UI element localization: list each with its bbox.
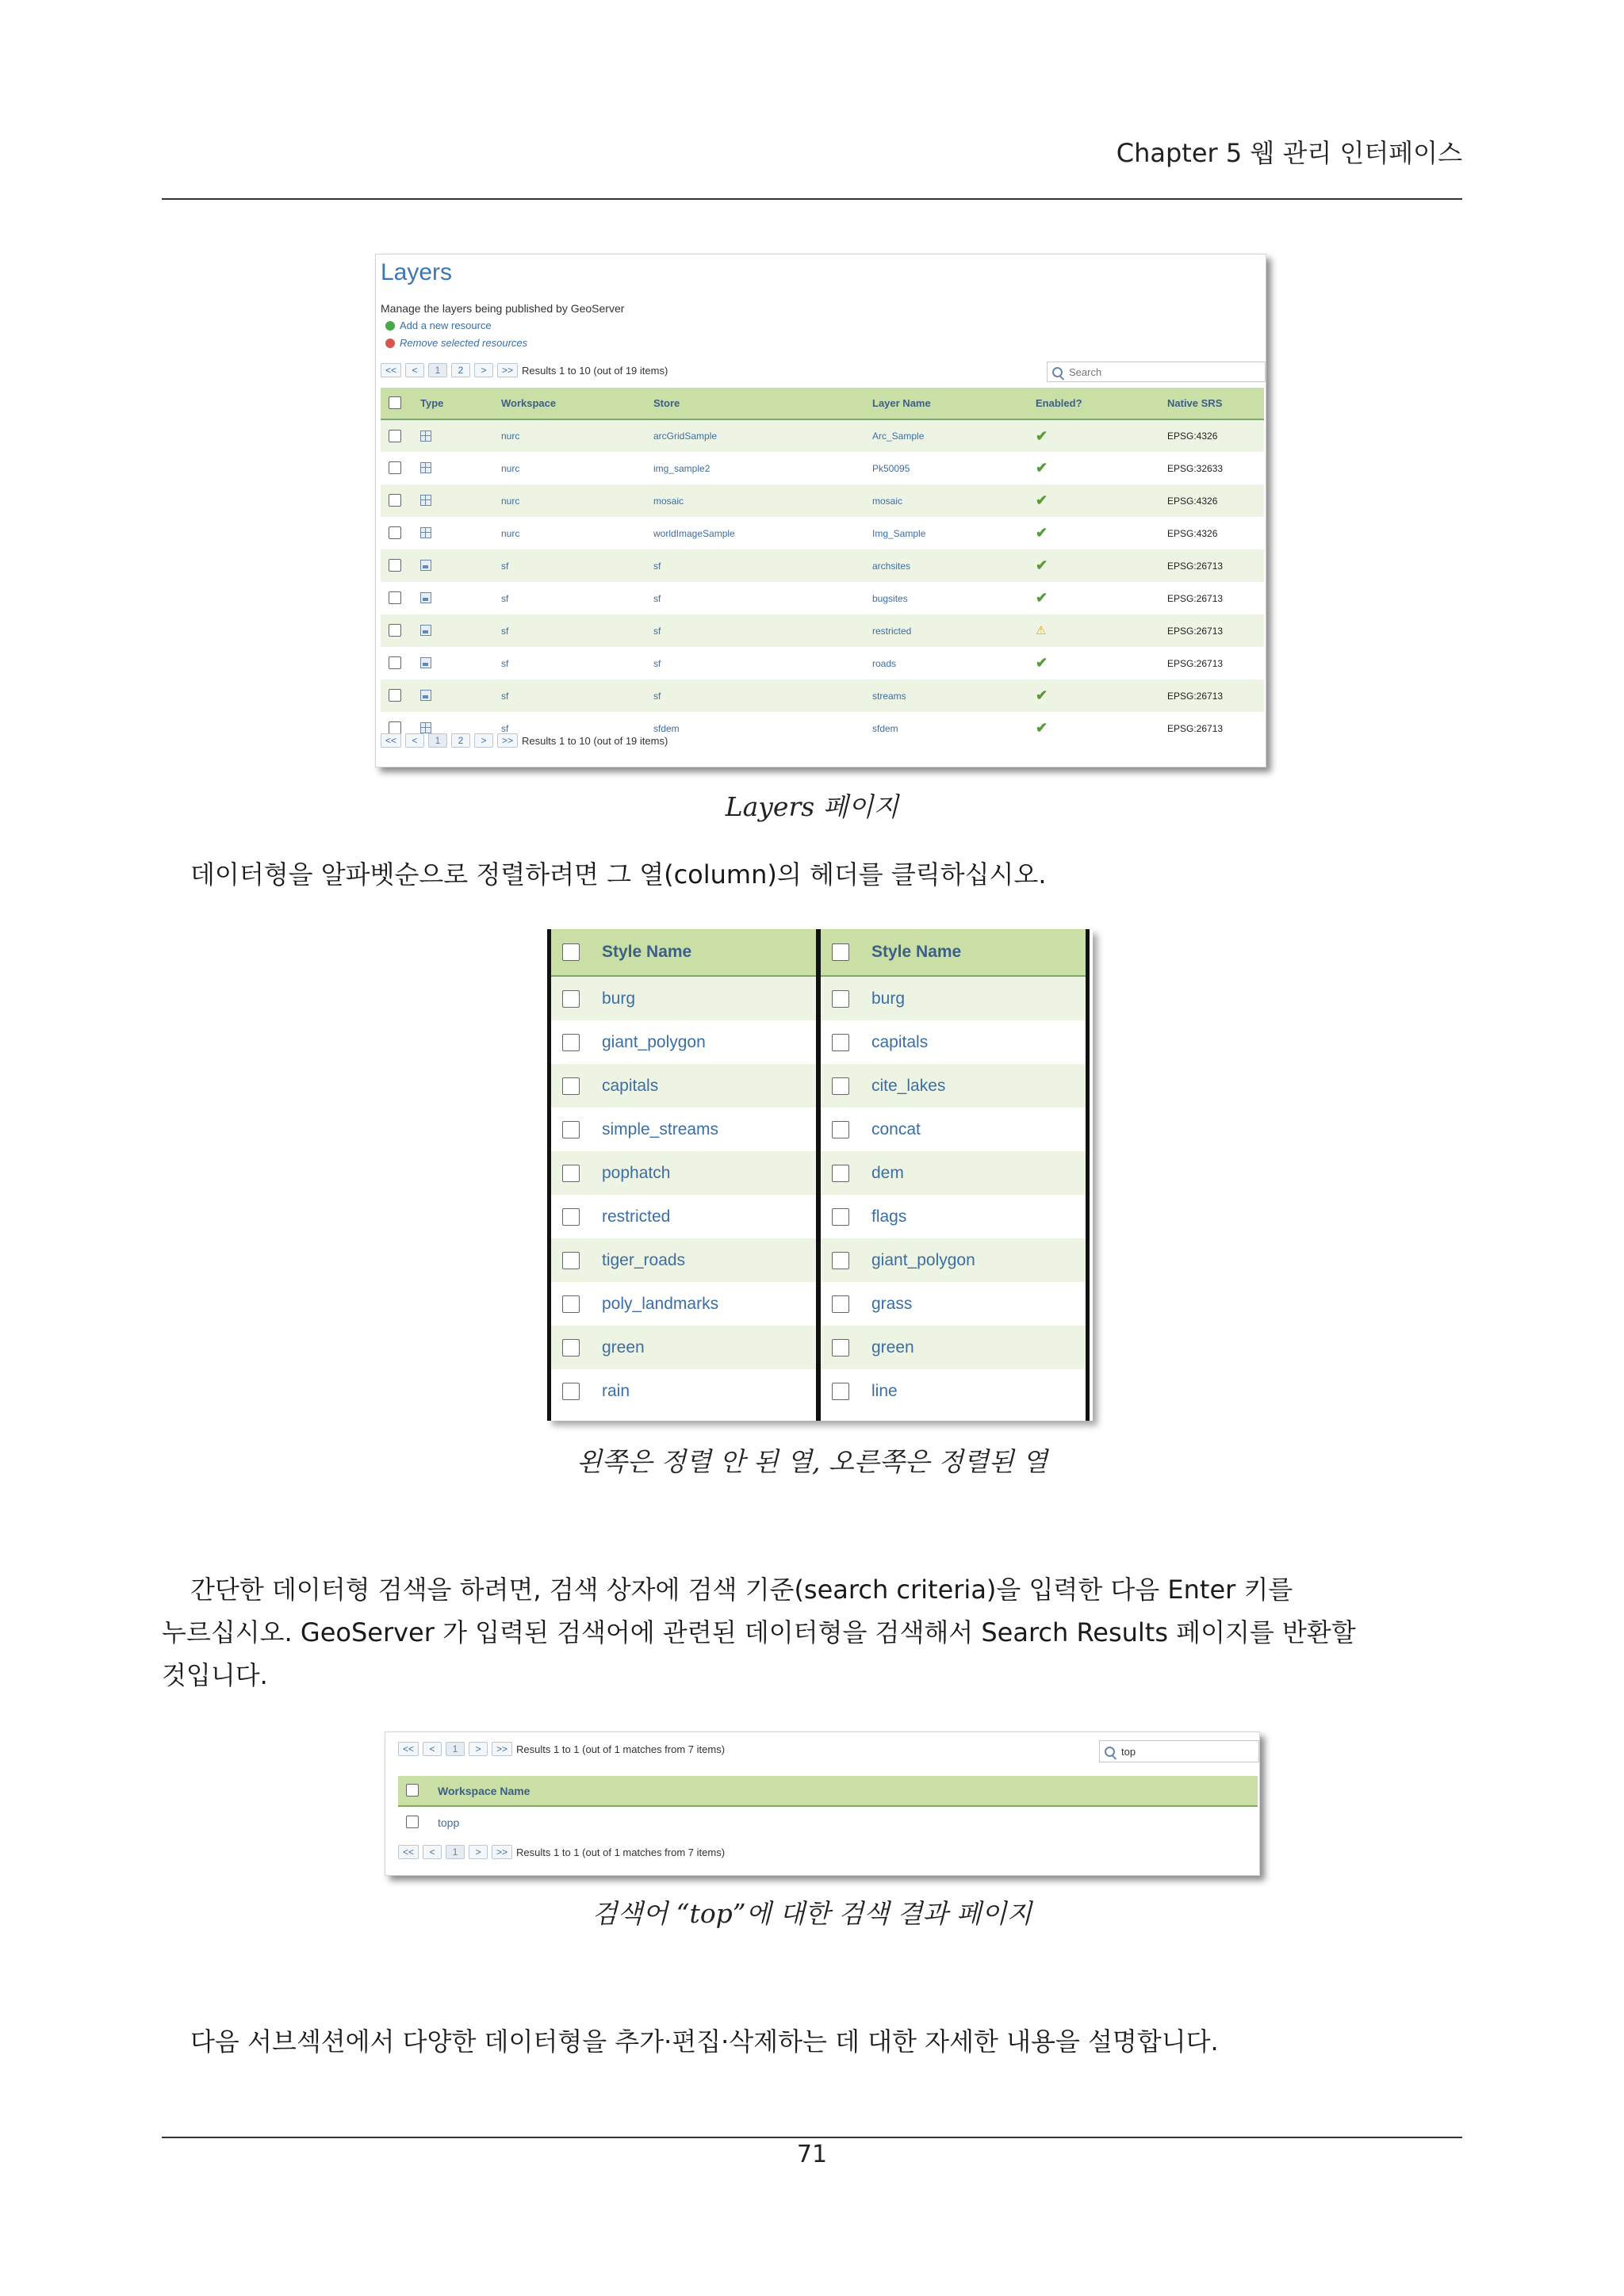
enabled-check-icon: ✔ [1036,492,1048,508]
row-checkbox[interactable] [562,1252,580,1269]
search-icon [1105,1747,1115,1757]
results-summary: Results 1 to 1 (out of 1 matches from 7 items) [516,1846,726,1858]
column-header-layer-name[interactable]: Layer Name [871,388,1035,419]
native-srs: EPSG:26713 [1166,679,1264,712]
table-row [381,484,1264,517]
table-row [381,582,1264,614]
style-name-link[interactable]: dem [871,1151,1086,1195]
table-row [551,1020,816,1064]
table-row [551,1108,816,1151]
layers-table [381,388,1264,744]
table-row [821,1369,1086,1413]
style-name-link[interactable]: flags [871,1207,907,1226]
next-page-button[interactable]: > [474,733,493,748]
search-input[interactable] [1120,1745,1258,1758]
table-row [381,549,1264,582]
style-name-link[interactable]: burg [871,976,1086,1020]
row-checkbox[interactable] [832,1252,849,1269]
layers-table-wrap [381,388,1264,744]
vector-layer-icon [420,690,431,701]
row-checkbox[interactable] [832,1383,849,1400]
workspace-link[interactable]: sf [500,679,653,712]
search-input[interactable] [1067,365,1265,379]
caption-layers: Layers 페이지 [725,791,899,822]
column-header-enabled[interactable]: Enabled? [1035,388,1166,419]
table-row [551,1195,816,1238]
workspace-link[interactable]: topp [438,1816,460,1829]
raster-layer-icon [420,722,431,733]
enabled-check-icon: ✔ [1036,687,1048,703]
layers-title: Layers [381,259,453,285]
row-checkbox[interactable] [562,1295,580,1313]
style-name-link[interactable]: rain [602,1381,630,1400]
store-link[interactable]: sf [653,549,871,582]
remove-icon [385,339,395,348]
workspace-link[interactable]: sf [501,592,509,604]
results-summary: Results 1 to 10 (out of 19 items) [522,734,668,747]
style-name-link[interactable]: poly_landmarks [602,1294,719,1313]
row-checkbox[interactable] [832,1339,849,1357]
enabled-check-icon: ✔ [1036,557,1048,573]
row-checkbox[interactable] [562,1208,580,1226]
layer-name-link[interactable]: roads [872,657,897,669]
next-page-button[interactable]: > [474,363,493,377]
workspace-link[interactable]: nurc [501,527,520,539]
row-checkbox[interactable] [832,1165,849,1182]
enabled-check-icon: ✔ [1036,460,1048,476]
select-all-checkbox[interactable] [406,1784,419,1797]
workspace-link[interactable]: sf [500,614,653,647]
sorted-style-column [817,929,1090,1421]
workspace-table-wrap [398,1776,1258,1838]
search-icon [1052,367,1063,377]
table-row [551,1238,816,1282]
row-checkbox[interactable] [389,591,401,604]
row-checkbox[interactable] [562,1121,580,1138]
style-name-link[interactable]: giant_polygon [871,1238,1086,1282]
enabled-check-icon: ✔ [1036,720,1048,736]
raster-layer-icon [420,495,431,506]
header-rule [162,198,1462,200]
store-link[interactable]: sf [653,592,661,604]
row-checkbox[interactable] [832,990,849,1008]
raster-layer-icon [420,462,431,473]
page-number: 71 [796,2141,828,2168]
layer-name-link[interactable]: restricted [871,614,1035,647]
search-box[interactable] [1047,362,1266,382]
store-link[interactable]: arcGridSample [653,419,871,452]
style-name-link[interactable]: simple_streams [602,1119,719,1138]
last-page-button[interactable]: >> [497,363,518,377]
page-2-button[interactable]: 2 [451,363,470,377]
next-page-button[interactable]: > [469,1742,488,1756]
table-row [381,419,1264,452]
row-checkbox[interactable] [832,1121,849,1138]
vector-layer-icon [420,592,431,603]
workspace-link[interactable]: nurc [501,462,520,474]
table-row [821,1064,1086,1108]
store-link[interactable]: img_sample2 [653,462,710,474]
page-1-button[interactable]: 1 [446,1742,465,1756]
store-link[interactable]: worldImageSample [653,527,735,539]
first-page-button[interactable]: << [398,1742,419,1756]
remove-resources-link[interactable]: Remove selected resources [385,337,527,349]
style-name-link[interactable]: tiger_roads [601,1238,816,1282]
style-name-link[interactable]: green [601,1326,816,1369]
row-checkbox[interactable] [832,1295,849,1313]
page-1-button[interactable]: 1 [428,363,447,377]
table-row [821,1326,1086,1369]
native-srs: EPSG:26713 [1167,592,1224,604]
results-summary: Results 1 to 10 (out of 19 items) [522,364,668,377]
table-row [398,1806,1258,1838]
native-srs: EPSG:4326 [1166,484,1264,517]
store-link[interactable]: sf [653,657,661,669]
pager-bottom [381,733,668,748]
prev-page-button[interactable]: < [423,1742,442,1756]
row-checkbox[interactable] [832,1034,849,1051]
row-checkbox[interactable] [832,1077,849,1095]
table-row [821,1020,1086,1064]
chapter-header: Chapter 5 웹 관리 인터페이스 [1116,138,1462,168]
paragraph-sort: 데이터형을 알파벳순으로 정렬하려면 그 열(column)의 헤더를 클릭하십시오. [190,859,1047,890]
table-row [821,1238,1086,1282]
native-srs: EPSG:4326 [1167,527,1218,539]
layer-name-link[interactable]: archsites [871,549,1035,582]
table-row [821,1108,1086,1151]
row-checkbox[interactable] [832,1208,849,1226]
layer-name-link[interactable]: Img_Sample [872,527,926,539]
page-1-button[interactable]: 1 [428,733,447,748]
table-row [381,452,1264,484]
next-page-button[interactable]: > [469,1845,488,1859]
row-checkbox[interactable] [562,1339,580,1357]
paragraph-search: 간단한 데이터형 검색을 하려면, 검색 상자에 검색 기준(search criteria)을 입력한 다음 Enter 키를 누르십시오. GeoServer 가 입력된 검색어에 관련된 데이터형을 검색해서 Search Results 페이지를 반환할 것입니다. [162,1575,1356,1690]
table-row [381,517,1264,549]
table-row [381,614,1264,647]
enabled-check-icon: ✔ [1036,590,1048,606]
layer-name-link[interactable]: streams [871,679,1035,712]
native-srs: EPSG:26713 [1166,614,1264,647]
style-name-link[interactable]: capitals [871,1032,929,1051]
row-checkbox[interactable] [562,1165,580,1182]
first-page-button[interactable]: << [381,733,401,748]
column-header-store[interactable]: Store [653,388,871,419]
table-row [551,1369,816,1413]
vector-layer-icon [420,625,431,636]
native-srs: EPSG:4326 [1166,419,1264,452]
native-srs: EPSG:32633 [1167,462,1224,474]
style-name-link[interactable]: capitals [601,1064,816,1108]
add-resource-link[interactable]: Add a new resource [385,320,492,331]
table-row [821,1282,1086,1326]
row-checkbox[interactable] [406,1816,419,1828]
row-checkbox[interactable] [389,656,401,669]
unsorted-style-table [551,929,816,1413]
vector-layer-icon [420,560,431,571]
layer-name-link[interactable]: Arc_Sample [871,419,1035,452]
layers-screenshot [375,254,1266,767]
footer-rule [162,2137,1462,2138]
results-summary: Results 1 to 1 (out of 1 matches from 7 items) [516,1743,726,1755]
row-checkbox[interactable] [562,990,580,1008]
raster-layer-icon [420,430,431,442]
style-name-link[interactable]: concat [871,1119,921,1138]
table-row [551,1282,816,1326]
table-row [381,647,1264,679]
column-header-native-srs[interactable]: Native SRS [1166,388,1264,419]
page-2-button[interactable]: 2 [451,733,470,748]
native-srs: EPSG:26713 [1166,549,1264,582]
store-link[interactable]: sf [653,614,871,647]
pager-bottom [398,1845,725,1859]
row-checkbox[interactable] [389,559,401,572]
caption-styles: 왼쪽은 정렬 안 된 열, 오른쪽은 정렬된 열 [576,1446,1048,1477]
enabled-check-icon: ✔ [1036,525,1048,541]
page-1-button[interactable]: 1 [446,1845,465,1859]
column-header-type[interactable]: Type [419,388,500,419]
sorted-style-table [821,929,1086,1413]
store-link[interactable]: sfdem [653,722,680,734]
column-header-style-name[interactable]: Style Name [871,929,1086,976]
row-checkbox[interactable] [389,689,401,702]
pager-top [398,1742,725,1756]
table-row [821,1151,1086,1195]
row-checkbox[interactable] [389,721,401,734]
row-checkbox[interactable] [389,624,401,637]
table-row [551,1151,816,1195]
column-header-workspace[interactable]: Workspace [500,388,653,419]
style-name-link[interactable]: pophatch [601,1151,816,1195]
pager-top [381,363,668,377]
workspace-link[interactable]: nurc [500,419,653,452]
warning-icon: ⚠ [1036,624,1047,637]
select-all-checkbox[interactable] [389,396,401,409]
style-name-link[interactable]: grass [871,1294,913,1313]
unsorted-style-column [547,929,820,1421]
style-name-link[interactable]: giant_polygon [602,1032,706,1051]
table-row [551,976,816,1020]
row-checkbox[interactable] [562,1077,580,1095]
table-row [381,679,1264,712]
paragraph-subsection: 다음 서브섹션에서 다양한 데이터형을 추가·편집·삭제하는 데 대한 자세한 내용을 설명합니다. [190,2026,1219,2057]
native-srs: EPSG:26713 [1167,722,1224,734]
store-link[interactable]: sf [653,679,871,712]
select-all-checkbox[interactable] [832,943,849,961]
column-header-workspace-name[interactable]: Workspace Name [437,1776,1258,1806]
store-link[interactable]: mosaic [653,484,871,517]
workspace-link[interactable]: sf [501,657,509,669]
search-results-screenshot [385,1732,1260,1876]
row-checkbox[interactable] [389,494,401,507]
table-row [821,976,1086,1020]
last-page-button[interactable]: >> [492,1845,512,1859]
row-checkbox[interactable] [562,1383,580,1400]
style-name-link[interactable]: green [871,1326,1086,1369]
last-page-button[interactable]: >> [492,1742,512,1756]
select-all-checkbox[interactable] [562,943,580,961]
style-name-link[interactable]: cite_lakes [871,1064,1086,1108]
style-name-link[interactable]: burg [601,976,816,1020]
table-row [551,1064,816,1108]
table-row [551,1326,816,1369]
last-page-button[interactable]: >> [497,733,518,748]
layer-name-link[interactable]: mosaic [871,484,1035,517]
vector-layer-icon [420,657,431,668]
style-name-link[interactable]: line [871,1381,898,1400]
layer-name-link[interactable]: Pk50095 [872,462,910,474]
prev-page-button[interactable]: < [405,363,424,377]
workspace-link[interactable]: sf [501,722,509,734]
row-checkbox[interactable] [389,526,401,539]
column-header-style-name[interactable]: Style Name [601,929,816,976]
styles-screenshot [547,929,1093,1421]
add-icon [385,321,395,331]
layers-subtitle: Manage the layers being published by GeoServer [381,302,625,315]
native-srs: EPSG:26713 [1167,657,1224,669]
search-box[interactable] [1099,1740,1259,1762]
row-checkbox[interactable] [389,461,401,474]
layer-name-link[interactable]: sfdem [872,722,898,734]
raster-layer-icon [420,527,431,538]
workspace-link[interactable]: nurc [500,484,653,517]
table-row [821,1195,1086,1238]
prev-page-button[interactable]: < [405,733,424,748]
row-checkbox[interactable] [389,430,401,442]
prev-page-button[interactable]: < [423,1845,442,1859]
layer-name-link[interactable]: bugsites [872,592,908,604]
workspace-link[interactable]: sf [500,549,653,582]
caption-search: 검색어 “top”에 대한 검색 결과 페이지 [592,1898,1032,1929]
first-page-button[interactable]: << [398,1845,419,1859]
workspace-table [398,1776,1258,1838]
row-checkbox[interactable] [562,1034,580,1051]
first-page-button[interactable]: << [381,363,401,377]
enabled-check-icon: ✔ [1036,655,1048,671]
enabled-check-icon: ✔ [1036,427,1048,444]
style-name-link[interactable]: restricted [602,1207,671,1226]
